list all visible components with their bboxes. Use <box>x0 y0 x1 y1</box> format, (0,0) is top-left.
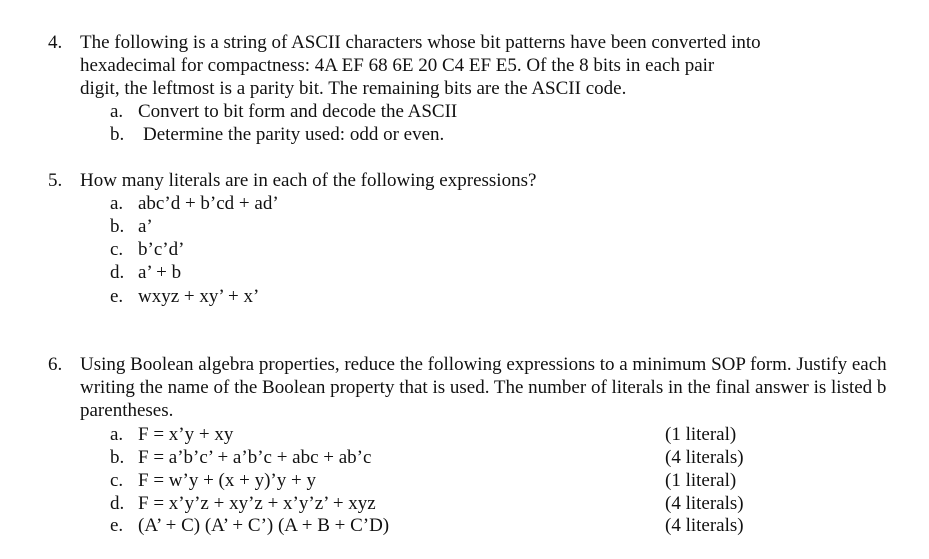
item-text: F = w’y + (x + y)’y + y <box>138 470 316 491</box>
item-letter: d. <box>110 493 125 514</box>
question-6-line: writing the name of the Boolean property that is used. The number of literals in the final answer is listed b <box>80 377 887 398</box>
item-letter: a. <box>110 193 124 214</box>
item-text: F = x’y + xy <box>138 424 234 445</box>
question-4-number: 4. <box>48 32 63 53</box>
item-letter: e. <box>110 515 124 536</box>
item-letter: c. <box>110 239 124 260</box>
question-6-text <box>80 353 887 422</box>
item-text: (A’ + C) (A’ + C’) (A + B + C’D) <box>138 515 390 536</box>
question-4-text <box>80 31 761 100</box>
literal-count-note: (4 literals) <box>665 447 744 468</box>
literal-count-note: (1 literal) <box>665 424 737 445</box>
question-5-number: 5. <box>48 170 63 191</box>
item-text: Convert to bit form and decode the ASCII <box>138 101 458 122</box>
question-6-number: 6. <box>48 354 63 375</box>
item-letter: b. <box>110 216 125 237</box>
item-text: wxyz + xy’ + x’ <box>138 286 260 307</box>
item-letter: e. <box>110 286 124 307</box>
question-6-line: Using Boolean algebra properties, reduce the following expressions to a minimum SOP form. Justify each <box>80 354 887 375</box>
item-letter: c. <box>110 470 124 491</box>
item-letter: a. <box>110 101 124 122</box>
literal-count-note: (4 literals) <box>665 515 744 536</box>
item-text: F = a’b’c’ + a’b’c + abc + ab’c <box>138 447 372 468</box>
literal-count-note: (4 literals) <box>665 493 744 514</box>
question-4-line: digit, the leftmost is a parity bit. The remaining bits are the ASCII code. <box>80 78 627 99</box>
question-6-line: parentheses. <box>80 400 174 421</box>
item-letter: b. <box>110 124 125 145</box>
item-text: a’ + b <box>138 262 182 283</box>
item-text: F = x’y’z + xy’z + x’y’z’ + xyz <box>138 493 376 514</box>
question-4-line: The following is a string of ASCII characters whose bit patterns have been converted into <box>80 32 761 53</box>
item-letter: b. <box>110 447 125 468</box>
question-4-line: hexadecimal for compactness: 4A EF 68 6E 20 C4 EF E5. Of the 8 bits in each pair <box>80 55 715 76</box>
item-text: b’c’d’ <box>138 239 185 260</box>
question-5-text <box>80 169 536 192</box>
item-text: abc’d + b’cd + ad’ <box>138 193 279 214</box>
question-5-line: How many literals are in each of the following expressions? <box>80 170 537 191</box>
literal-count-note: (1 literal) <box>665 470 737 491</box>
item-letter: a. <box>110 424 124 445</box>
item-text: Determine the parity used: odd or even. <box>143 124 445 145</box>
item-text: a’ <box>138 216 153 237</box>
item-letter: d. <box>110 262 125 283</box>
